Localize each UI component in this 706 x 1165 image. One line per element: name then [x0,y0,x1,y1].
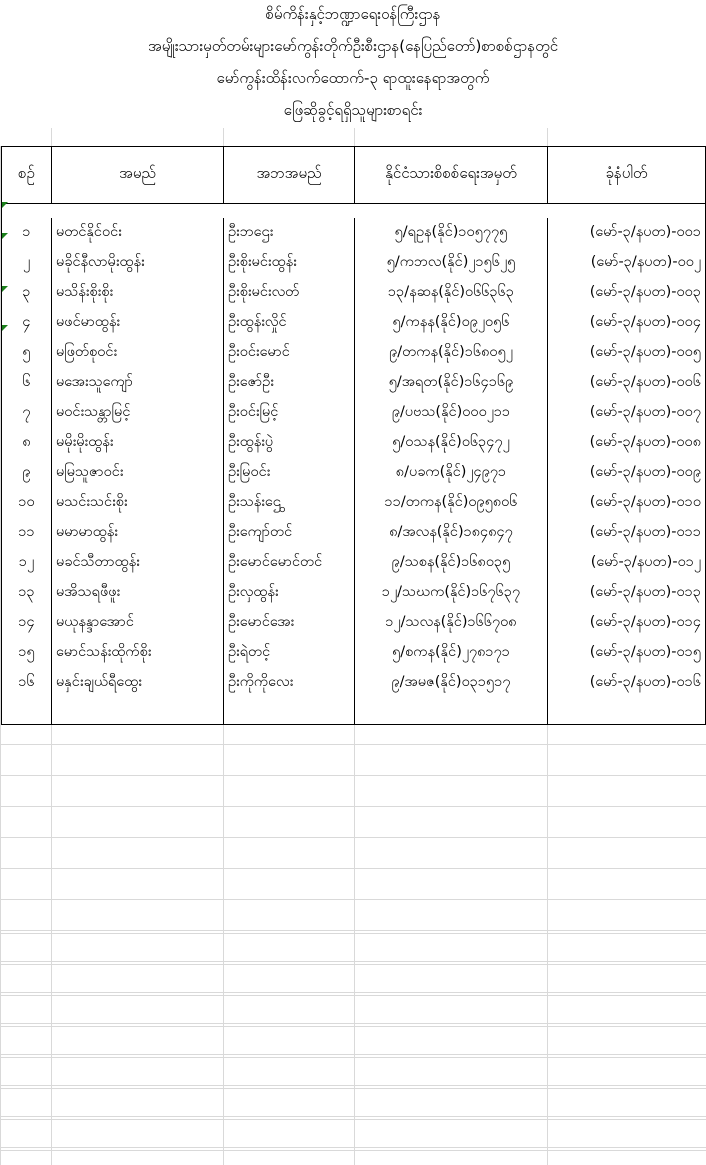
cell-nrc[interactable]: ၅/အရတ(နိုင်)၁၆၄၁၆၉ [355,368,548,398]
cell-father-name[interactable]: ဦးဇော်ဦး [224,368,355,398]
table-row [2,548,706,578]
cell-seat-number[interactable]: (မော်-၃/နပတ)-၀၁၄ [548,608,706,638]
cell-name[interactable]: မမြသူဇာဝင်း [52,458,224,488]
cell-seat-number[interactable]: (မော်-၃/နပတ)-၀၁၆ [548,668,706,698]
table-body [2,204,706,725]
cell-nrc[interactable]: ၉/ပဗသ(နိုင်)၀၀၀၂၁၁ [355,398,548,428]
header-serial[interactable]: စဉ် [2,147,52,204]
table-row [2,518,706,548]
cell-name[interactable]: မောင်သန်းထိုက်စိုး [52,638,224,668]
cell-marker-icon [2,286,8,292]
cell-seat-number[interactable]: (မော်-၃/နပတ)-၀၀၆ [548,368,706,398]
table-row [2,458,706,488]
table-row [2,578,706,608]
cell-nrc[interactable]: ၁၂/သလန(နိုင်)၁၆၆၇၀၈ [355,608,548,638]
cell-serial[interactable]: ၁ [2,218,52,248]
cell-seat-number[interactable]: (မော်-၃/နပတ)-၀၁၂ [548,548,706,578]
title-line-3[interactable]: မော်ကွန်းထိန်းလက်ထောက်-၃ ရာထူးနေရာအတွက် [0,64,706,97]
header-seat-number[interactable]: ခုံနံပါတ် [548,147,706,204]
cell-name[interactable]: မခိုင်နီလာမိုးထွန်း [52,248,224,278]
table-row [2,308,706,338]
cell-serial[interactable]: ၁၆ [2,668,52,698]
cell-name[interactable]: မဝင်းသန္တာမြင့် [52,398,224,428]
cell-nrc[interactable]: ၅/ကဘလ(နိုင်)၂၁၅၆၂၅ [355,248,548,278]
table-row [2,248,706,278]
cell-nrc[interactable]: ၉/အမဇ(နိုင်)၀၃၁၅၁၇ [355,668,548,698]
cell-seat-number[interactable]: (မော်-၃/နပတ)-၀၀၄ [548,308,706,338]
cell-name[interactable]: မအိသရဖီဖူး [52,578,224,608]
cell-nrc[interactable]: ၉/သစန(နိုင်)၁၆၈၀၃၅ [355,548,548,578]
cell-seat-number[interactable]: (မော်-၃/နပတ)-၀၀၉ [548,458,706,488]
cell-name[interactable]: မနှင်းချယ်ရီထွေး [52,668,224,698]
cell-name[interactable]: မမာမာထွန်း [52,518,224,548]
table-row [2,638,706,668]
cell-serial[interactable]: ၁၅ [2,638,52,668]
cell-father-name[interactable]: ဦးစိုးမင်းထွန်း [224,248,355,278]
empty-grid-area[interactable] [0,901,706,1165]
table-row [2,218,706,248]
cell-name[interactable]: မမိုးမိုးထွန်း [52,428,224,458]
cell-name[interactable]: မဖြတ်စုဝင်း [52,338,224,368]
table-row [2,338,706,368]
cell-serial[interactable]: ၄ [2,308,52,338]
cell-father-name[interactable]: ဦးဘဌေး [224,218,355,248]
cell-marker-icon [2,233,8,239]
title-line-2[interactable]: အမျိုးသားမှတ်တမ်းများမော်ကွန်းတိုက်ဦးစီးဌာန(နေပြည်တော်)စာစစ်ဌာနတွင် [0,32,706,65]
cell-seat-number[interactable]: (မော်-၃/နပတ)-၀၀၈ [548,428,706,458]
cell-nrc[interactable]: ၅/ကနန(နိုင်)၀၉၂၀၅၆ [355,308,548,338]
cell-seat-number[interactable]: (မော်-၃/နပတ)-၀၁၃ [548,578,706,608]
cell-nrc[interactable]: ၁၂/သဃက(နိုင်)၁၆၇၆၃၇ [355,578,548,608]
cell-serial[interactable]: ၁၄ [2,608,52,638]
cell-nrc[interactable]: ၉/တကန(နိုင်)၁၆၈၀၅၂ [355,338,548,368]
cell-name[interactable]: မယုနန္ဒာအောင် [52,608,224,638]
table-header-row [2,147,706,204]
table-row [2,608,706,638]
cell-nrc[interactable]: ၁၃/နဆန(နိုင်)၀၆၆၃၆၃ [355,278,548,308]
cell-father-name[interactable]: ဦးထွန်းပွဲ [224,428,355,458]
cell-name[interactable]: မခင်သီတာထွန်း [52,548,224,578]
cell-serial[interactable]: ၅ [2,338,52,368]
cell-seat-number[interactable]: (မော်-၃/နပတ)-၀၀၃ [548,278,706,308]
candidate-table [1,146,706,725]
cell-empty[interactable] [52,698,224,725]
cell-serial[interactable]: ၇ [2,398,52,428]
cell-nrc[interactable]: ၅/ဝသန(နိုင်)၀၆၃၄၇၂ [355,428,548,458]
cell-seat-number[interactable]: (မော်-၃/နပတ)-၀၀၇ [548,398,706,428]
cell-serial[interactable]: ၉ [2,458,52,488]
cell-seat-number[interactable]: (မော်-၃/နပတ)-၀၀၂ [548,248,706,278]
cell-serial[interactable]: ၂ [2,248,52,278]
cell-father-name[interactable]: ဦးဝင်းမြင့် [224,398,355,428]
header-nrc[interactable]: နိုင်ငံသားစိစစ်ရေးအမှတ် [355,147,548,204]
cell-father-name[interactable]: ဦးထွန်းလှိုင် [224,308,355,338]
cell-empty[interactable] [2,698,52,725]
title-line-4[interactable]: ဖြေဆိုခွင့်ရရှိသူများစာရင်း [0,96,706,129]
cell-father-name[interactable]: ဦးစိုးမင်းလတ် [224,278,355,308]
cell-nrc[interactable]: ၅/စကန(နိုင်)၂၇၈၁၇၁ [355,638,548,668]
cell-father-name[interactable]: ဦးရဲတင့် [224,638,355,668]
cell-serial[interactable]: ၁၃ [2,578,52,608]
cell-nrc[interactable]: ၈/အလန(နိုင်)၁၈၄၈၄၇ [355,518,548,548]
cell-empty[interactable] [548,698,706,725]
cell-father-name[interactable]: ဦးကိုကိုလေး [224,668,355,698]
cell-father-name[interactable]: ဦးကျော်တင် [224,518,355,548]
table-row-empty [2,698,706,725]
header-name[interactable]: အမည် [52,147,224,204]
cell-serial[interactable]: ၁၂ [2,548,52,578]
cell-name[interactable]: မသင်းသင်းစိုး [52,488,224,518]
cell-marker-icon [2,202,8,208]
cell-serial[interactable]: ၈ [2,428,52,458]
cell-name[interactable]: မသိန်းစိုးစိုး [52,278,224,308]
header-father-name[interactable]: အဘအမည် [224,147,355,204]
cell-serial[interactable]: ၃ [2,278,52,308]
title-line-1[interactable]: စိမ်ကိန်းနှင့်ဘဏ္ဍာရေးဝန်ကြီးဌာန [0,0,706,33]
table-row [2,488,706,518]
cell-serial[interactable]: ၁၀ [2,488,52,518]
cell-serial[interactable]: ၆ [2,368,52,398]
table-row [2,398,706,428]
cell-marker-icon [2,325,8,331]
cell-serial[interactable]: ၁၁ [2,518,52,548]
table-row [2,428,706,458]
cell-name[interactable]: မတင်နိုင်ဝင်း [52,218,224,248]
blank-row[interactable] [0,128,706,147]
cell-empty[interactable] [224,698,355,725]
cell-father-name[interactable]: ဦးမြဝင်း [224,458,355,488]
cell-seat-number[interactable]: (မော်-၃/နပတ)-၀၁၅ [548,638,706,668]
cell-father-name[interactable]: ဦးမောင်မောင်တင် [224,548,355,578]
cell-father-name[interactable]: ဦးမောင်အေး [224,608,355,638]
cell-name[interactable]: မအေးသူကျော် [52,368,224,398]
table-row [2,278,706,308]
cell-nrc[interactable]: ၁၁/တကန(နိုင်)၀၉၅၈၀၆ [355,488,548,518]
cell-nrc[interactable]: ၈/ပခက(နိုင်)၂၄၉၇၁ [355,458,548,488]
table-row [2,668,706,698]
cell-seat-number[interactable]: (မော်-၃/နပတ)-၀၁၁ [548,518,706,548]
table-row [2,368,706,398]
cell-father-name[interactable]: ဦးသန်းဌွေ [224,488,355,518]
cell-seat-number[interactable]: (မော်-၃/နပတ)-၀၀၅ [548,338,706,368]
cell-father-name[interactable]: ဦးလှထွန်း [224,578,355,608]
cell-name[interactable]: မဖင်မာထွန်း [52,308,224,338]
cell-nrc[interactable]: ၅/ရဥန(နိုင်)၁၀၅၇၇၅ [355,218,548,248]
cell-seat-number[interactable]: (မော်-၃/နပတ)-၀၁၀ [548,488,706,518]
cell-seat-number[interactable]: (မော်-၃/နပတ)-၀၀၁ [548,218,706,248]
cell-father-name[interactable]: ဦးဝင်းမောင် [224,338,355,368]
cell-empty[interactable] [355,698,548,725]
